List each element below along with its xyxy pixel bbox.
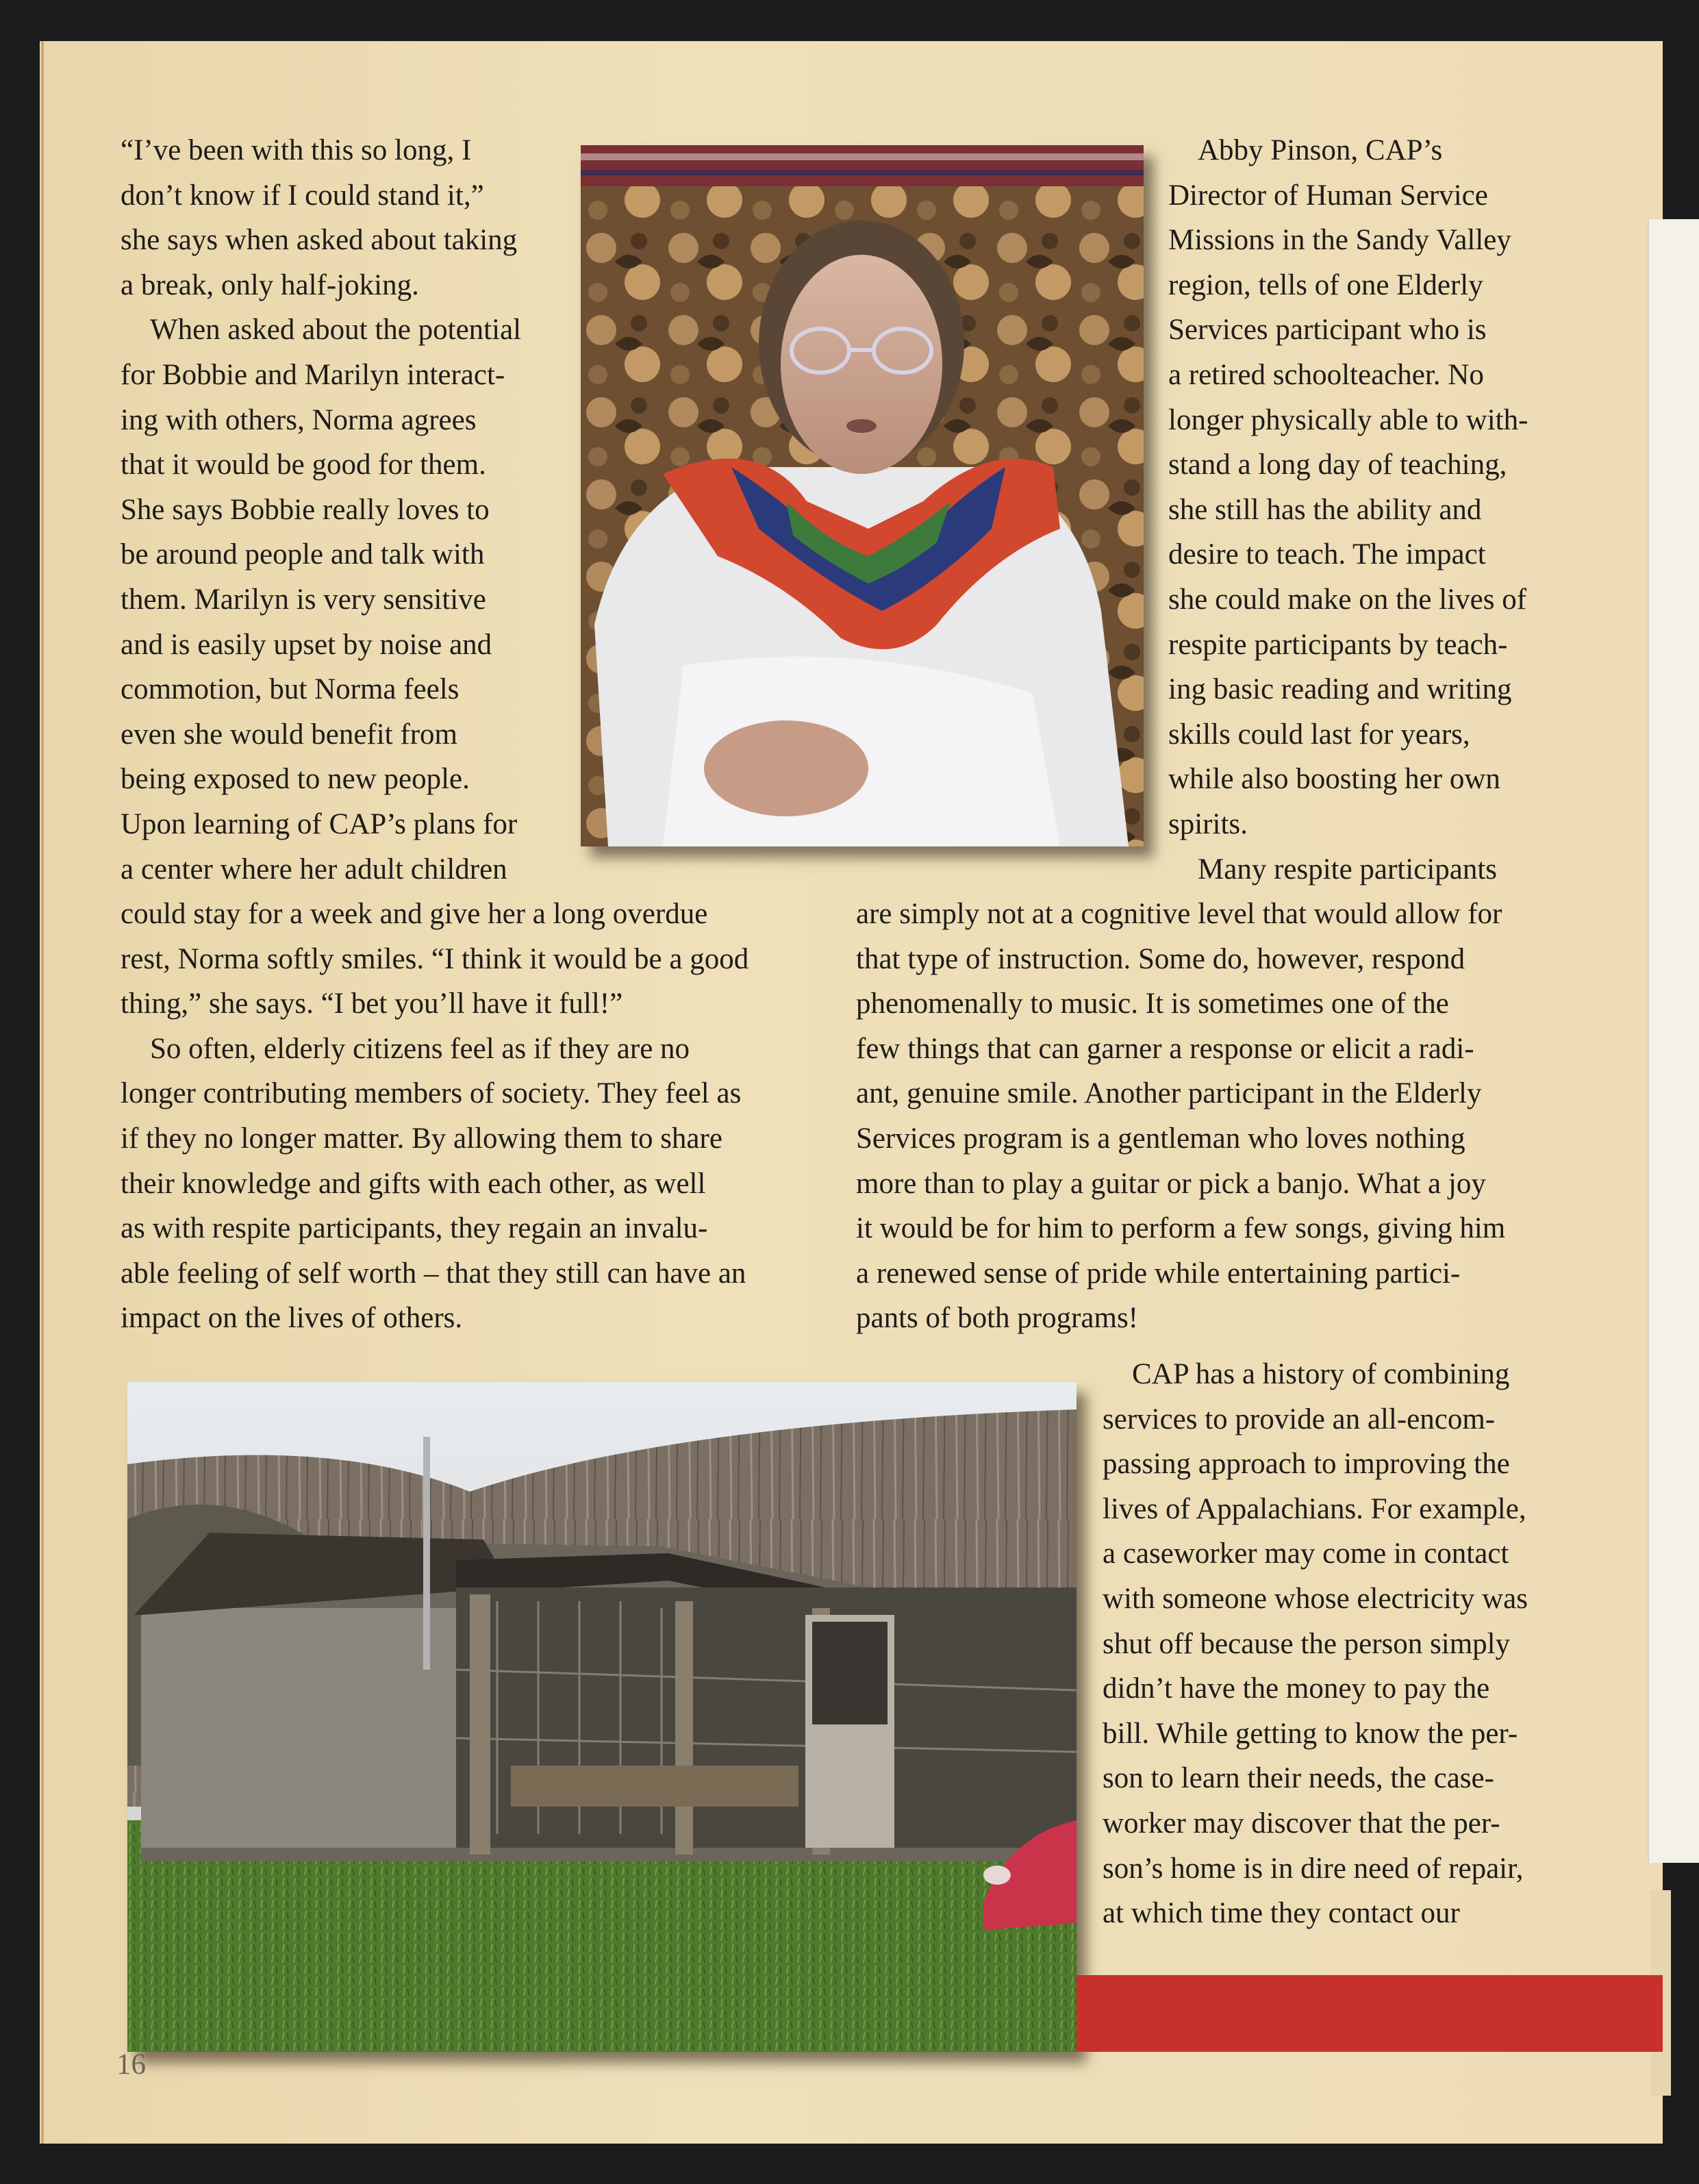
text-line: Director of Human Service <box>1168 179 1488 212</box>
text-line: pants of both programs! <box>856 1302 1139 1335</box>
text-line: So often, elderly citizens feel as if they are no <box>121 1032 690 1065</box>
text-line: She says Bobbie really loves to <box>121 493 490 526</box>
text-line: rest, Norma softly smiles. “I think it would be a good <box>121 942 749 975</box>
text-line: services to provide an all-encom- <box>1103 1403 1496 1435</box>
text-line: even she would benefit from <box>121 718 457 751</box>
text-line: it would be for him to perform a few songs, giving him <box>856 1212 1506 1245</box>
text-line: with someone whose electricity was <box>1103 1582 1528 1615</box>
red-accent-band <box>1077 1975 1663 2052</box>
text-line: that it would be good for them. <box>121 449 486 481</box>
text-line: that type of instruction. Some do, however, respond <box>856 942 1465 975</box>
text-line: are simply not at a cognitive level that would allow for <box>856 898 1502 930</box>
text-line: their knowledge and gifts with each other, as well <box>121 1167 706 1200</box>
text-line: passing approach to improving the <box>1103 1448 1510 1481</box>
text-line: worker may discover that the per- <box>1103 1807 1500 1840</box>
adjacent-page-edge <box>1648 219 1699 1863</box>
text-line: longer physically able to with- <box>1168 403 1528 436</box>
text-line: she could make on the lives of <box>1168 583 1527 616</box>
text-line: Many respite participants <box>1168 853 1498 886</box>
text-line: desire to teach. The impact <box>1168 538 1486 571</box>
text-line: a renewed sense of pride while entertaining partici- <box>856 1257 1461 1290</box>
text-line: few things that can garner a response or elicit a radi- <box>856 1032 1474 1065</box>
text-line: at which time they contact our <box>1103 1897 1460 1930</box>
rural-house-photo <box>127 1382 1077 2052</box>
text-line: a caseworker may come in contact <box>1103 1537 1509 1570</box>
left-margin-rule <box>41 41 44 2144</box>
text-line: ing with others, Norma agrees <box>121 403 477 436</box>
text-line: didn’t have the money to pay the <box>1103 1672 1490 1705</box>
text-line: be around people and talk with <box>121 538 485 571</box>
text-line: and is easily upset by noise and <box>121 628 492 661</box>
text-line: a center where her adult children <box>121 853 507 886</box>
text-line: shut off because the person simply <box>1103 1627 1511 1660</box>
text-line: Services participant who is <box>1168 314 1487 347</box>
text-line: Missions in the Sandy Valley <box>1168 224 1511 257</box>
text-line: lives of Appalachians. For example, <box>1103 1492 1526 1525</box>
text-line: if they no longer matter. By allowing them to share <box>121 1122 722 1155</box>
text-line: able feeling of self worth – that they still can have an <box>121 1257 746 1290</box>
text-line: skills could last for years, <box>1168 718 1470 751</box>
text-line: phenomenally to music. It is sometimes one of the <box>856 988 1449 1020</box>
text-line: Abby Pinson, CAP’s <box>1168 134 1443 166</box>
text-line: “I’ve been with this so long, I <box>121 134 472 166</box>
text-line: longer contributing members of society. They feel as <box>121 1077 742 1110</box>
text-line: don’t know if I could stand it,” <box>121 179 484 212</box>
text-line: CAP has a history of combining <box>1103 1358 1510 1390</box>
text-line: could stay for a week and give her a long overdue <box>121 898 708 930</box>
text-line: region, tells of one Elderly <box>1168 268 1483 301</box>
article-column-left-bottom <box>121 892 748 1341</box>
text-line: ant, genuine smile. Another participant in the Elderly <box>856 1077 1482 1110</box>
text-line: Upon learning of CAP’s plans for <box>121 807 518 840</box>
text-line: stand a long day of teaching, <box>1168 449 1507 481</box>
text-line: more than to play a guitar or pick a banjo. What a joy <box>856 1167 1486 1200</box>
text-line: son’s home is in dire need of repair, <box>1103 1852 1524 1885</box>
text-line: while also boosting her own <box>1168 763 1500 796</box>
article-column-right-middle <box>856 892 1505 1341</box>
text-line: Services program is a gentleman who loves nothing <box>856 1122 1465 1155</box>
text-line: for Bobbie and Marilyn interact- <box>121 358 505 391</box>
text-line: ing basic reading and writing <box>1168 673 1512 706</box>
elderly-woman-photo <box>581 145 1144 846</box>
text-line: bill. While getting to know the per- <box>1103 1717 1518 1750</box>
text-line: a retired schoolteacher. No <box>1168 358 1484 391</box>
text-line: thing,” she says. “I bet you’ll have it full!” <box>121 988 623 1020</box>
text-line: she says when asked about taking <box>121 224 518 257</box>
page-number: 16 <box>116 2048 146 2081</box>
text-line: spirits. <box>1168 807 1248 840</box>
text-line: a break, only half-joking. <box>121 268 419 301</box>
article-column-right-top <box>1168 128 1528 892</box>
text-line: impact on the lives of others. <box>121 1302 463 1335</box>
text-line: as with respite participants, they regain an invalu- <box>121 1212 708 1245</box>
text-line: she still has the ability and <box>1168 493 1482 526</box>
article-column-left-top <box>121 128 521 892</box>
article-column-right-bottom <box>1103 1352 1528 1936</box>
text-line: When asked about the potential <box>121 314 522 347</box>
text-line: commotion, but Norma feels <box>121 673 460 706</box>
text-line: respite participants by teach- <box>1168 628 1508 661</box>
text-line: them. Marilyn is very sensitive <box>121 583 486 616</box>
text-line: son to learn their needs, the case- <box>1103 1762 1494 1795</box>
text-line: being exposed to new people. <box>121 763 470 796</box>
